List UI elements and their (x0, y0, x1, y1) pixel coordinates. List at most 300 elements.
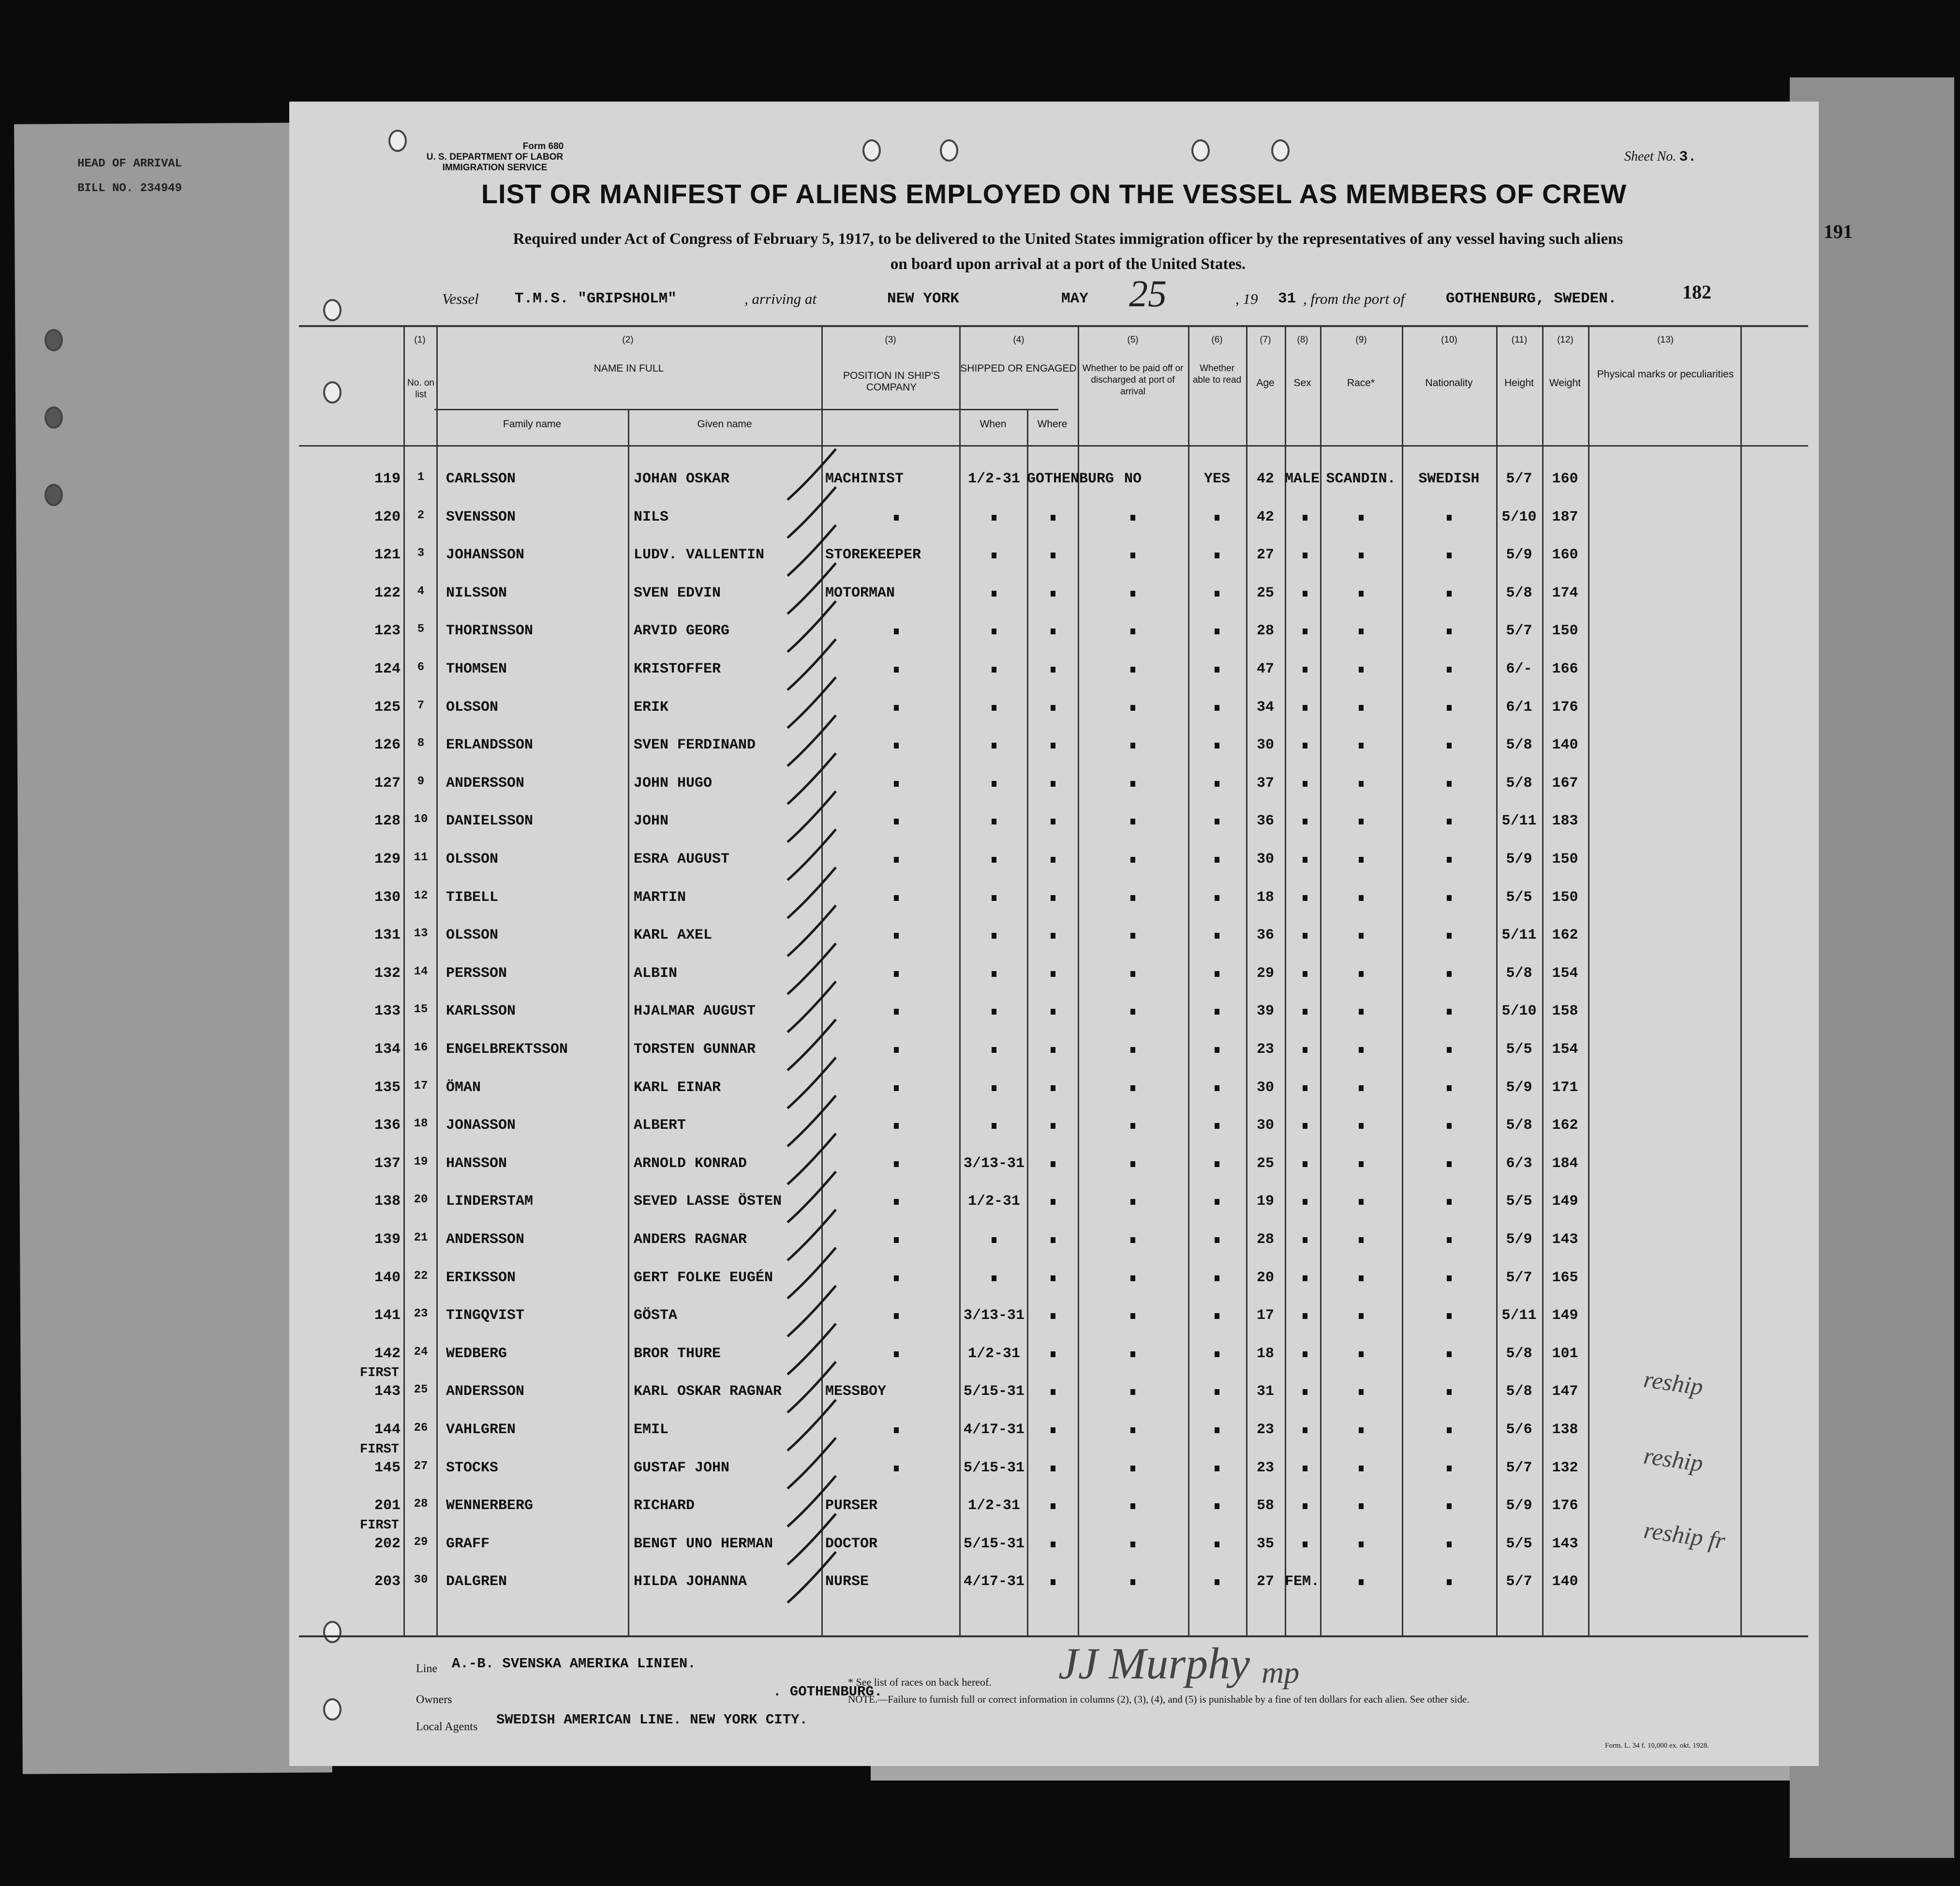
sheet-label: Sheet No. (1624, 149, 1677, 164)
ditto-mark-icon (1303, 667, 1307, 673)
height-cell: 5/10 (1501, 1003, 1537, 1020)
year-prefix: , 19 (1235, 290, 1258, 307)
weight-cell: 150 (1552, 623, 1578, 640)
weight-cell: 176 (1552, 1497, 1578, 1514)
line-value: A.-B. SVENSKA AMERIKA LINIEN. (452, 1656, 696, 1672)
height-cell: 5/9 (1506, 851, 1532, 868)
ditto-mark-icon (894, 705, 899, 711)
weight-cell: 149 (1552, 1193, 1578, 1210)
arrival-stamp-line2: BILL NO. 234949 (77, 182, 182, 195)
ditto-mark-icon (1447, 553, 1452, 558)
ditto-mark-icon (992, 515, 996, 521)
ditto-mark-icon (1303, 515, 1307, 521)
manifest-sequence-cell: 136 (374, 1117, 401, 1134)
ditto-mark-icon (894, 1123, 899, 1129)
ditto-mark-icon (1303, 1466, 1307, 1471)
ditto-mark-icon (1303, 819, 1307, 824)
ditto-mark-icon (1051, 1313, 1055, 1319)
ditto-mark-icon (1051, 1389, 1055, 1395)
ditto-mark-icon (1447, 1275, 1452, 1281)
weight-cell: 183 (1552, 813, 1578, 830)
list-number-cell: 12 (414, 889, 428, 902)
col-rule (1027, 409, 1028, 1635)
list-number-cell: 21 (414, 1231, 428, 1244)
manifest-sequence-cell: 203 (374, 1573, 401, 1590)
class-first-label: FIRST (360, 1442, 400, 1457)
age-cell: 17 (1256, 1307, 1274, 1324)
height-cell: 5/8 (1506, 584, 1532, 601)
height-cell: 5/7 (1506, 1459, 1532, 1476)
ditto-mark-icon (1215, 857, 1219, 863)
ditto-mark-icon (1303, 1237, 1307, 1243)
col-rule (1402, 325, 1403, 1636)
ditto-mark-icon (1051, 1275, 1055, 1281)
ditto-mark-icon (1359, 1123, 1364, 1129)
ditto-mark-icon (1130, 1275, 1135, 1281)
position-cell: PURSER (825, 1497, 878, 1514)
weight-cell: 165 (1552, 1269, 1578, 1286)
sex-cell: MALE (1285, 471, 1320, 487)
shipped-when-cell: 5/15-31 (963, 1535, 1025, 1552)
ditto-mark-icon (1447, 1389, 1452, 1395)
ditto-mark-icon (894, 819, 899, 824)
given-name-cell: KRISTOFFER (634, 661, 721, 677)
ditto-mark-icon (1303, 1313, 1307, 1319)
ditto-mark-icon (992, 819, 996, 824)
ditto-mark-icon (1359, 667, 1364, 673)
given-name-cell: KARL AXEL (634, 927, 713, 944)
height-cell: 5/7 (1506, 1269, 1532, 1286)
ditto-mark-icon (1215, 1275, 1219, 1281)
corner-number-182: 182 (1682, 281, 1711, 303)
list-number-cell: 18 (414, 1117, 428, 1131)
col-rule (628, 409, 629, 1635)
ditto-mark-icon (894, 857, 899, 863)
ditto-mark-icon (1130, 629, 1135, 634)
manifest-sequence-cell: 143 (374, 1383, 401, 1400)
departure-port: GOTHENBURG, SWEDEN. (1446, 290, 1617, 307)
col-10-header: Nationality (1425, 377, 1473, 389)
col-6-header: Whether able to read (1192, 363, 1242, 385)
ditto-mark-icon (1051, 591, 1055, 597)
given-name-cell: KARL OSKAR RAGNAR (634, 1383, 782, 1400)
ditto-mark-icon (1051, 1047, 1055, 1053)
given-name-cell: ESRA AUGUST (634, 851, 730, 868)
given-name-cell: GÖSTA (634, 1307, 678, 1324)
list-number-cell: 27 (414, 1459, 428, 1473)
ditto-mark-icon (1359, 1579, 1364, 1585)
col-rule (1188, 325, 1189, 1636)
ditto-mark-icon (1051, 971, 1055, 977)
ditto-mark-icon (1051, 515, 1055, 521)
ditto-mark-icon (1215, 515, 1219, 521)
given-name-cell: LUDV. VALLENTIN (634, 547, 765, 564)
list-number-cell: 16 (414, 1041, 428, 1054)
weight-cell: 147 (1552, 1383, 1578, 1400)
ditto-mark-icon (1215, 819, 1219, 824)
age-cell: 36 (1256, 927, 1274, 944)
manifest-sequence-cell: 131 (374, 927, 401, 944)
age-cell: 25 (1256, 584, 1274, 601)
col-8-header: Sex (1293, 377, 1311, 389)
ditto-mark-icon (1130, 1351, 1135, 1357)
col-7-header: Age (1256, 377, 1275, 389)
ditto-mark-icon (1051, 1161, 1055, 1167)
given-name-cell: MARTIN (634, 889, 686, 906)
ditto-mark-icon (1447, 1313, 1452, 1319)
age-cell: 30 (1256, 1079, 1274, 1096)
ditto-mark-icon (1130, 515, 1135, 521)
height-cell: 5/8 (1506, 737, 1532, 754)
penalty-note: NOTE.—Failure to furnish full or correct information in columns (2), (3), (4), and (5) is punishable by a fine of ten dollars for each alien. See other side. (848, 1693, 1470, 1705)
ditto-mark-icon (1447, 667, 1452, 673)
class-first-label: FIRST (360, 1366, 400, 1381)
ditto-mark-icon (1215, 591, 1219, 597)
corner-number-191: 191 (1824, 221, 1853, 242)
ditto-mark-icon (1215, 1313, 1219, 1319)
ditto-mark-icon (992, 1085, 996, 1091)
ditto-mark-icon (894, 1009, 899, 1015)
age-cell: 58 (1256, 1497, 1274, 1514)
weight-cell: 176 (1552, 699, 1578, 716)
agents-value: SWEDISH AMERICAN LINE. NEW YORK CITY. (496, 1712, 808, 1728)
weight-cell: 160 (1552, 471, 1578, 487)
manifest-sequence-cell: 129 (374, 851, 401, 868)
ditto-mark-icon (1215, 1579, 1219, 1585)
ditto-mark-icon (1359, 933, 1364, 939)
list-number-cell: 28 (414, 1497, 428, 1511)
given-name-cell: SEVED LASSE ÖSTEN (634, 1193, 782, 1210)
ditto-mark-icon (1051, 1123, 1055, 1129)
manifest-sequence-cell: 119 (374, 471, 401, 487)
arrival-day: 25 (1129, 272, 1167, 314)
age-cell: 18 (1256, 1345, 1274, 1362)
ditto-mark-icon (1215, 743, 1219, 748)
height-cell: 5/10 (1501, 509, 1537, 525)
vessel-label: Vessel (442, 290, 479, 307)
ditto-mark-icon (1303, 895, 1307, 901)
age-cell: 37 (1256, 775, 1274, 792)
list-number-cell: 6 (417, 661, 425, 674)
list-number-cell: 15 (414, 1003, 428, 1017)
list-number-cell: 4 (417, 584, 425, 598)
col-1-header: No. on list (407, 378, 434, 400)
age-cell: 28 (1256, 623, 1274, 640)
ditto-mark-icon (1130, 895, 1135, 901)
race-cell: SCANDIN. (1326, 471, 1396, 487)
from-label: , from the port of (1303, 290, 1405, 307)
col-3-header: POSITION IN SHIP'S COMPANY (843, 370, 940, 393)
ditto-mark-icon (1130, 1503, 1135, 1509)
col-9-number: (9) (1355, 335, 1367, 345)
ditto-mark-icon (894, 743, 899, 748)
family-name-cell: JONASSON (446, 1117, 516, 1134)
age-cell: 19 (1256, 1193, 1274, 1210)
age-cell: 42 (1256, 509, 1274, 525)
ditto-mark-icon (1303, 1542, 1307, 1547)
col-13-header: Physical marks or peculiarities (1597, 369, 1734, 380)
manifest-sequence-cell: 125 (374, 699, 401, 716)
manifest-sequence-cell: 124 (374, 661, 401, 677)
age-cell: 28 (1256, 1231, 1274, 1248)
weight-cell: 138 (1552, 1422, 1578, 1438)
ditto-mark-icon (894, 1047, 899, 1053)
family-name-cell: WENNERBERG (446, 1497, 534, 1514)
ditto-mark-icon (992, 705, 996, 711)
binder-hole-icon (45, 484, 63, 506)
arrival-stamp (77, 157, 182, 195)
ditto-mark-icon (1359, 1047, 1364, 1053)
family-name-cell: HANSSON (446, 1155, 507, 1172)
races-note: * See list of races on back hereof. (848, 1676, 992, 1688)
ditto-mark-icon (1359, 781, 1364, 787)
ditto-mark-icon (1130, 933, 1135, 939)
family-name-cell: ERLANDSSON (446, 737, 534, 754)
ditto-mark-icon (1359, 819, 1364, 824)
col-1-number: (1) (414, 335, 426, 345)
height-cell: 5/8 (1506, 1383, 1532, 1400)
list-number-cell: 3 (417, 547, 425, 560)
height-cell: 6/1 (1506, 699, 1532, 716)
ditto-mark-icon (1303, 1351, 1307, 1357)
ditto-mark-icon (1051, 857, 1055, 863)
ditto-mark-icon (1051, 895, 1055, 901)
ditto-mark-icon (1130, 1161, 1135, 1167)
given-name-cell: BENGT UNO HERMAN (634, 1535, 773, 1552)
binder-hole-icon (45, 406, 63, 429)
ditto-mark-icon (1303, 1427, 1307, 1433)
height-cell: 5/7 (1506, 1573, 1532, 1590)
age-cell: 23 (1256, 1422, 1274, 1438)
age-cell: 30 (1256, 851, 1274, 868)
col-rule (403, 325, 405, 1636)
ditto-mark-icon (1359, 1161, 1364, 1167)
ditto-mark-icon (1215, 895, 1219, 901)
ditto-mark-icon (894, 1427, 899, 1433)
header-bottom-rule (299, 445, 1808, 447)
ditto-mark-icon (992, 781, 996, 787)
col-rule (436, 325, 438, 1636)
list-number-cell: 26 (414, 1422, 428, 1435)
weight-cell: 149 (1552, 1307, 1578, 1324)
ditto-mark-icon (894, 1199, 899, 1205)
weight-cell: 140 (1552, 737, 1578, 754)
given-name-cell: SVEN FERDINAND (634, 737, 756, 754)
subtitle-line-2: on board upon arrival at a port of the United States. (890, 255, 1246, 273)
weight-cell: 132 (1552, 1459, 1578, 1476)
underlying-sheet-left (14, 122, 332, 1774)
ditto-mark-icon (1215, 971, 1219, 977)
ditto-mark-icon (1303, 1009, 1307, 1015)
family-name-cell: NILSSON (446, 584, 507, 601)
family-name-cell: OLSSON (446, 699, 499, 716)
given-name-cell: JOHN HUGO (634, 775, 713, 792)
ditto-mark-icon (1303, 1503, 1307, 1509)
ditto-mark-icon (1359, 1237, 1364, 1243)
shipped-when-cell: 3/13-31 (963, 1307, 1025, 1324)
ditto-mark-icon (894, 515, 899, 521)
ditto-mark-icon (992, 1275, 996, 1281)
ditto-mark-icon (1359, 1313, 1364, 1319)
sheet-value: 3. (1679, 149, 1697, 165)
ditto-mark-icon (1447, 1579, 1452, 1585)
ditto-mark-icon (1130, 591, 1135, 597)
ditto-mark-icon (1215, 781, 1219, 787)
ditto-mark-icon (1303, 971, 1307, 977)
age-cell: 30 (1256, 1117, 1274, 1134)
form-number: Form 680 (522, 141, 564, 151)
position-cell: MACHINIST (825, 471, 904, 487)
ditto-mark-icon (1359, 1542, 1364, 1547)
able-to-read-cell: YES (1203, 471, 1230, 487)
col-rule (1588, 325, 1589, 1636)
list-number-cell: 23 (414, 1307, 428, 1321)
manifest-sequence-cell: 121 (374, 547, 401, 564)
weight-cell: 174 (1552, 584, 1578, 601)
shipped-when-cell: 1/2-31 (967, 1193, 1021, 1210)
ditto-mark-icon (992, 553, 996, 558)
ditto-mark-icon (1051, 819, 1055, 824)
ditto-mark-icon (1130, 1427, 1135, 1433)
arrival-month: MAY (1061, 290, 1088, 307)
list-number-cell: 8 (417, 737, 425, 750)
ditto-mark-icon (1447, 743, 1452, 748)
family-name-cell: DANIELSSON (446, 813, 534, 830)
ditto-mark-icon (992, 971, 996, 977)
ditto-mark-icon (1359, 1199, 1364, 1205)
ditto-mark-icon (1130, 781, 1135, 787)
ditto-mark-icon (1359, 1085, 1364, 1091)
ditto-mark-icon (1447, 515, 1452, 521)
ditto-mark-icon (1303, 743, 1307, 748)
shipped-when-cell: 5/15-31 (963, 1459, 1025, 1476)
weight-cell: 171 (1552, 1079, 1578, 1096)
ditto-mark-icon (1359, 553, 1364, 558)
weight-cell: 140 (1552, 1573, 1578, 1590)
ditto-mark-icon (992, 895, 996, 901)
family-name-cell: ENGELBREKTSSON (446, 1041, 568, 1058)
age-cell: 39 (1256, 1003, 1274, 1020)
given-name-cell: TORSTEN GUNNAR (634, 1041, 756, 1058)
age-cell: 30 (1256, 737, 1274, 754)
height-cell: 5/5 (1506, 1535, 1532, 1552)
col-5-header: Whether to be paid off or discharged at port of arrival (1082, 363, 1184, 397)
ditto-mark-icon (992, 591, 996, 597)
ditto-mark-icon (1447, 705, 1452, 711)
position-cell: MESSBOY (825, 1383, 887, 1400)
ditto-mark-icon (1215, 705, 1219, 711)
family-name-cell: WEDBERG (446, 1345, 507, 1362)
ditto-mark-icon (1447, 1085, 1452, 1091)
ditto-mark-icon (992, 743, 996, 748)
col-11-number: (11) (1511, 335, 1528, 345)
family-name-cell: TINGQVIST (446, 1307, 525, 1324)
ditto-mark-icon (1303, 629, 1307, 634)
ditto-mark-icon (1051, 1085, 1055, 1091)
sex-cell: FEM. (1285, 1573, 1320, 1590)
height-cell: 5/8 (1506, 775, 1532, 792)
ditto-mark-icon (1447, 895, 1452, 901)
given-name-cell: GERT FOLKE EUGÉN (634, 1269, 773, 1286)
ditto-mark-icon (1130, 1579, 1135, 1585)
list-number-cell: 17 (414, 1079, 428, 1093)
manifest-sequence-cell: 123 (374, 623, 401, 640)
vessel-name: T.M.S. "GRIPSHOLM" (515, 290, 677, 307)
ditto-mark-icon (1130, 819, 1135, 824)
col-4-number: (4) (1013, 335, 1025, 345)
ditto-mark-icon (992, 667, 996, 673)
family-name-cell: ANDERSSON (446, 1231, 525, 1248)
height-cell: 5/8 (1506, 1345, 1532, 1362)
given-name-cell: KARL EINAR (634, 1079, 721, 1096)
shipped-when-cell: 1/2-31 (967, 1345, 1021, 1362)
family-name-cell: ÖMAN (446, 1079, 481, 1096)
ditto-mark-icon (1130, 553, 1135, 558)
list-number-cell: 22 (414, 1269, 428, 1283)
ditto-mark-icon (1447, 1503, 1452, 1509)
shipped-when-cell: 3/13-31 (963, 1155, 1025, 1172)
ditto-mark-icon (1215, 1389, 1219, 1395)
ditto-mark-icon (992, 933, 996, 939)
handwritten-note: reship fr (1642, 1516, 1727, 1555)
nationality-cell: SWEDISH (1418, 471, 1480, 487)
ditto-mark-icon (1130, 705, 1135, 711)
age-cell: 27 (1256, 547, 1274, 564)
weight-cell: 154 (1552, 1041, 1578, 1058)
age-cell: 25 (1256, 1155, 1274, 1172)
ditto-mark-icon (1359, 1009, 1364, 1015)
ditto-mark-icon (1051, 1466, 1055, 1471)
list-number-cell: 5 (417, 623, 425, 636)
ditto-mark-icon (894, 933, 899, 939)
ditto-mark-icon (894, 971, 899, 977)
handwritten-note: reship (1642, 1365, 1705, 1401)
ditto-mark-icon (1130, 1466, 1135, 1471)
ditto-mark-icon (1303, 1161, 1307, 1167)
list-number-cell: 20 (414, 1193, 428, 1207)
weight-cell: 167 (1552, 775, 1578, 792)
col-2-number: (2) (622, 335, 634, 345)
ditto-mark-icon (894, 781, 899, 787)
ditto-mark-icon (1303, 591, 1307, 597)
age-cell: 35 (1256, 1535, 1274, 1552)
ditto-mark-icon (1130, 1085, 1135, 1091)
height-cell: 5/8 (1506, 965, 1532, 982)
ditto-mark-icon (1215, 1123, 1219, 1129)
ditto-mark-icon (1215, 1085, 1219, 1091)
age-cell: 31 (1256, 1383, 1274, 1400)
ditto-mark-icon (1359, 629, 1364, 634)
ditto-mark-icon (1051, 705, 1055, 711)
ditto-mark-icon (1447, 933, 1452, 939)
officer-signature-suffix: mp (1262, 1655, 1300, 1690)
ditto-mark-icon (992, 1047, 996, 1053)
col-4b-header: Where (1037, 419, 1068, 430)
ditto-mark-icon (894, 667, 899, 673)
list-number-cell: 13 (414, 927, 428, 941)
manifest-sequence-cell: 145 (374, 1459, 401, 1476)
col-9-header: Race* (1347, 377, 1375, 389)
manifest-sequence-cell: 202 (374, 1535, 401, 1552)
ditto-mark-icon (1303, 553, 1307, 558)
col-3-number: (3) (885, 335, 896, 345)
list-number-cell: 14 (414, 965, 428, 978)
manifest-sequence-cell: 130 (374, 889, 401, 906)
family-name-cell: OLSSON (446, 851, 499, 868)
ditto-mark-icon (1447, 781, 1452, 787)
ditto-mark-icon (1359, 1466, 1364, 1471)
height-cell: 5/7 (1506, 623, 1532, 640)
